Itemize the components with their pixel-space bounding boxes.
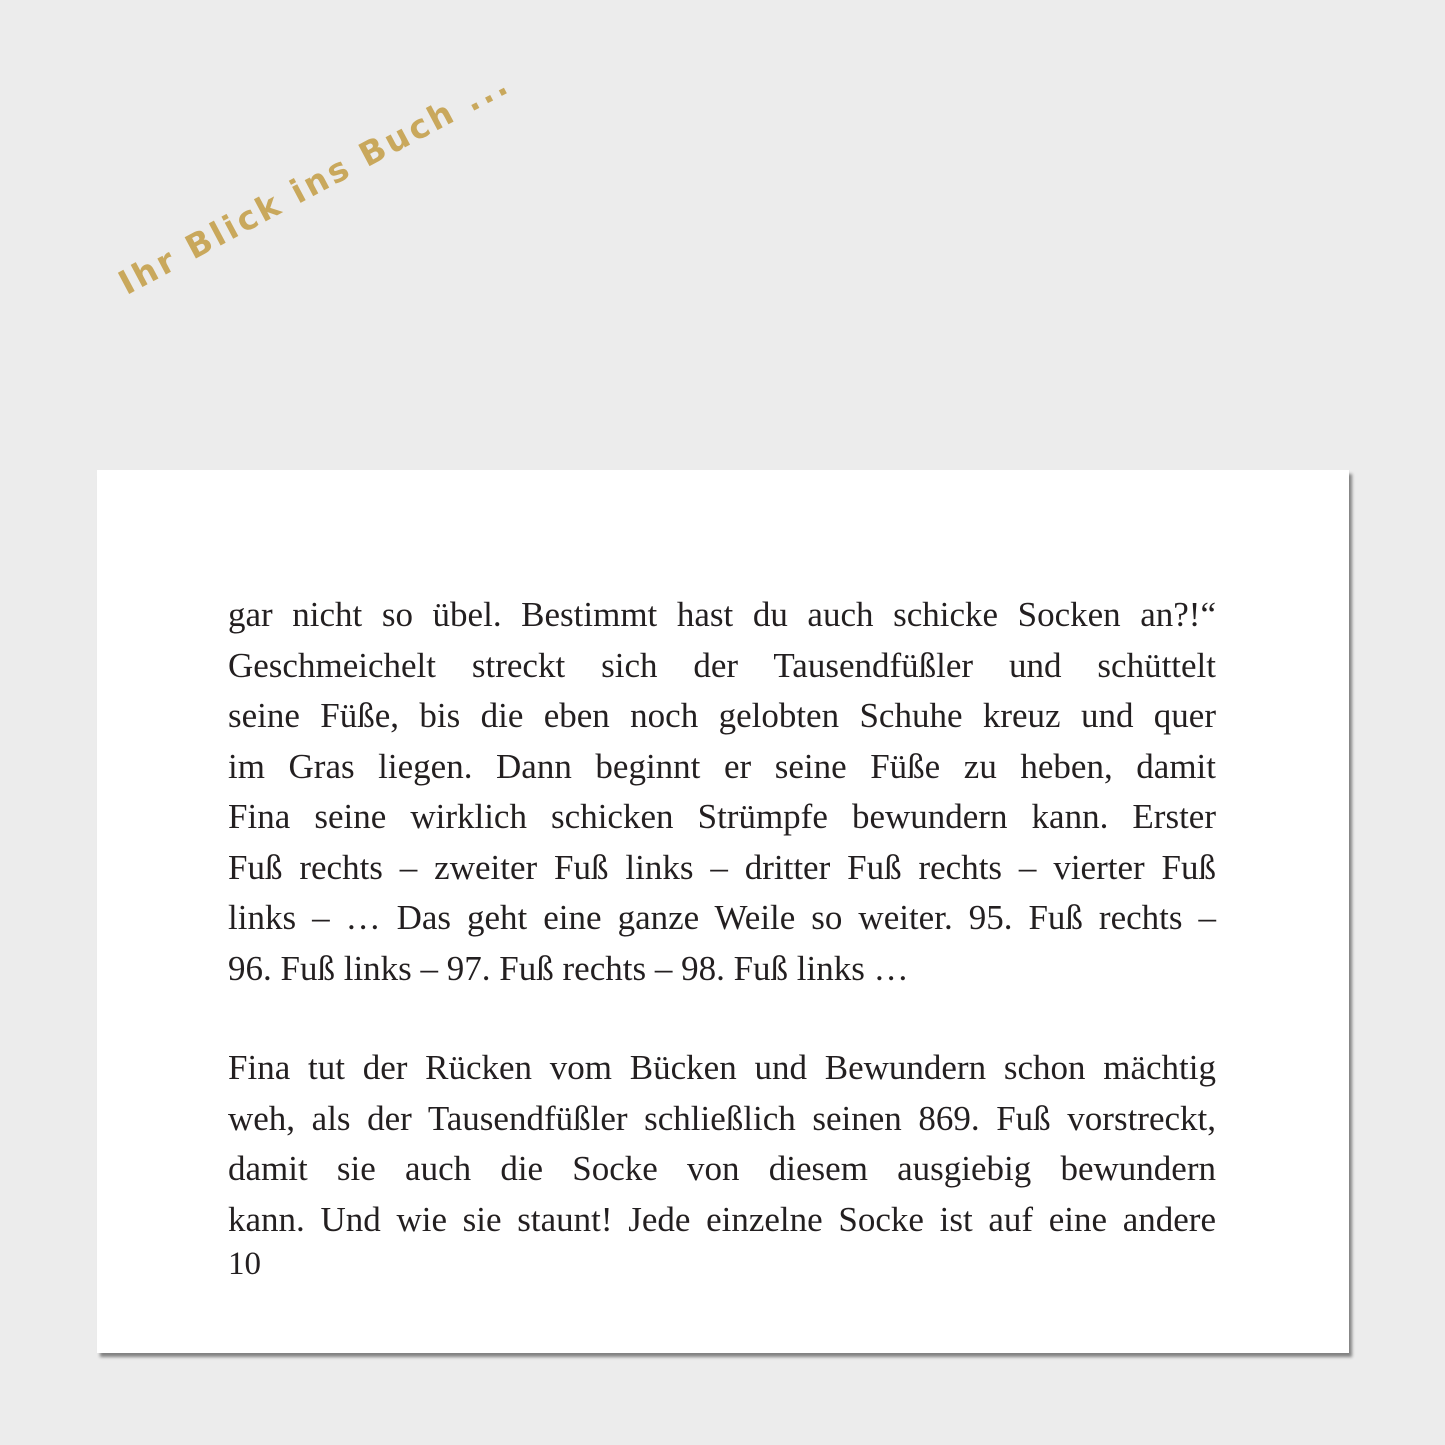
book-page	[97, 470, 1349, 1353]
text-line: kann. Und wie sie staunt! Jede einzelne Socke ist auf eine andere	[228, 1199, 1216, 1239]
text-line: weh, als der Tausendfüßler schließlich seinen 869. Fuß vorstreckt,	[228, 1098, 1216, 1138]
page-text	[228, 590, 1216, 1245]
text-line: Fina seine wirklich schicken Strümpfe bewundern kann. Erster	[228, 797, 1216, 836]
text-line: damit sie auch die Socke von diesem ausgiebig bewundern	[228, 1149, 1216, 1188]
text-line: links – … Das geht eine ganze Weile so weiter. 95. Fuß rechts –	[228, 898, 1216, 937]
text-line: gar nicht so übel. Bestimmt hast du auch schicke Socken an?!“	[228, 595, 1216, 634]
paragraph-2	[228, 1043, 1216, 1245]
text-line: seine Füße, bis die eben noch gelobten Schuhe kreuz und quer	[228, 696, 1216, 735]
text-line: im Gras liegen. Dann beginnt er seine Füße zu heben, damit	[228, 746, 1216, 786]
text-line: Geschmeichelt streckt sich der Tausendfüßler und schüttelt	[228, 645, 1216, 685]
paragraph-1	[228, 590, 1216, 994]
text-line: 96. Fuß links – 97. Fuß rechts – 98. Fuß links …	[228, 948, 909, 988]
page-number: 10	[228, 1246, 261, 1282]
banner-title: Ihr Blick ins Buch ...	[112, 62, 517, 303]
text-line: Fuß rechts – zweiter Fuß links – dritter Fuß rechts – vierter Fuß	[228, 847, 1216, 887]
text-line: Fina tut der Rücken vom Bücken und Bewundern schon mächtig	[228, 1048, 1216, 1087]
